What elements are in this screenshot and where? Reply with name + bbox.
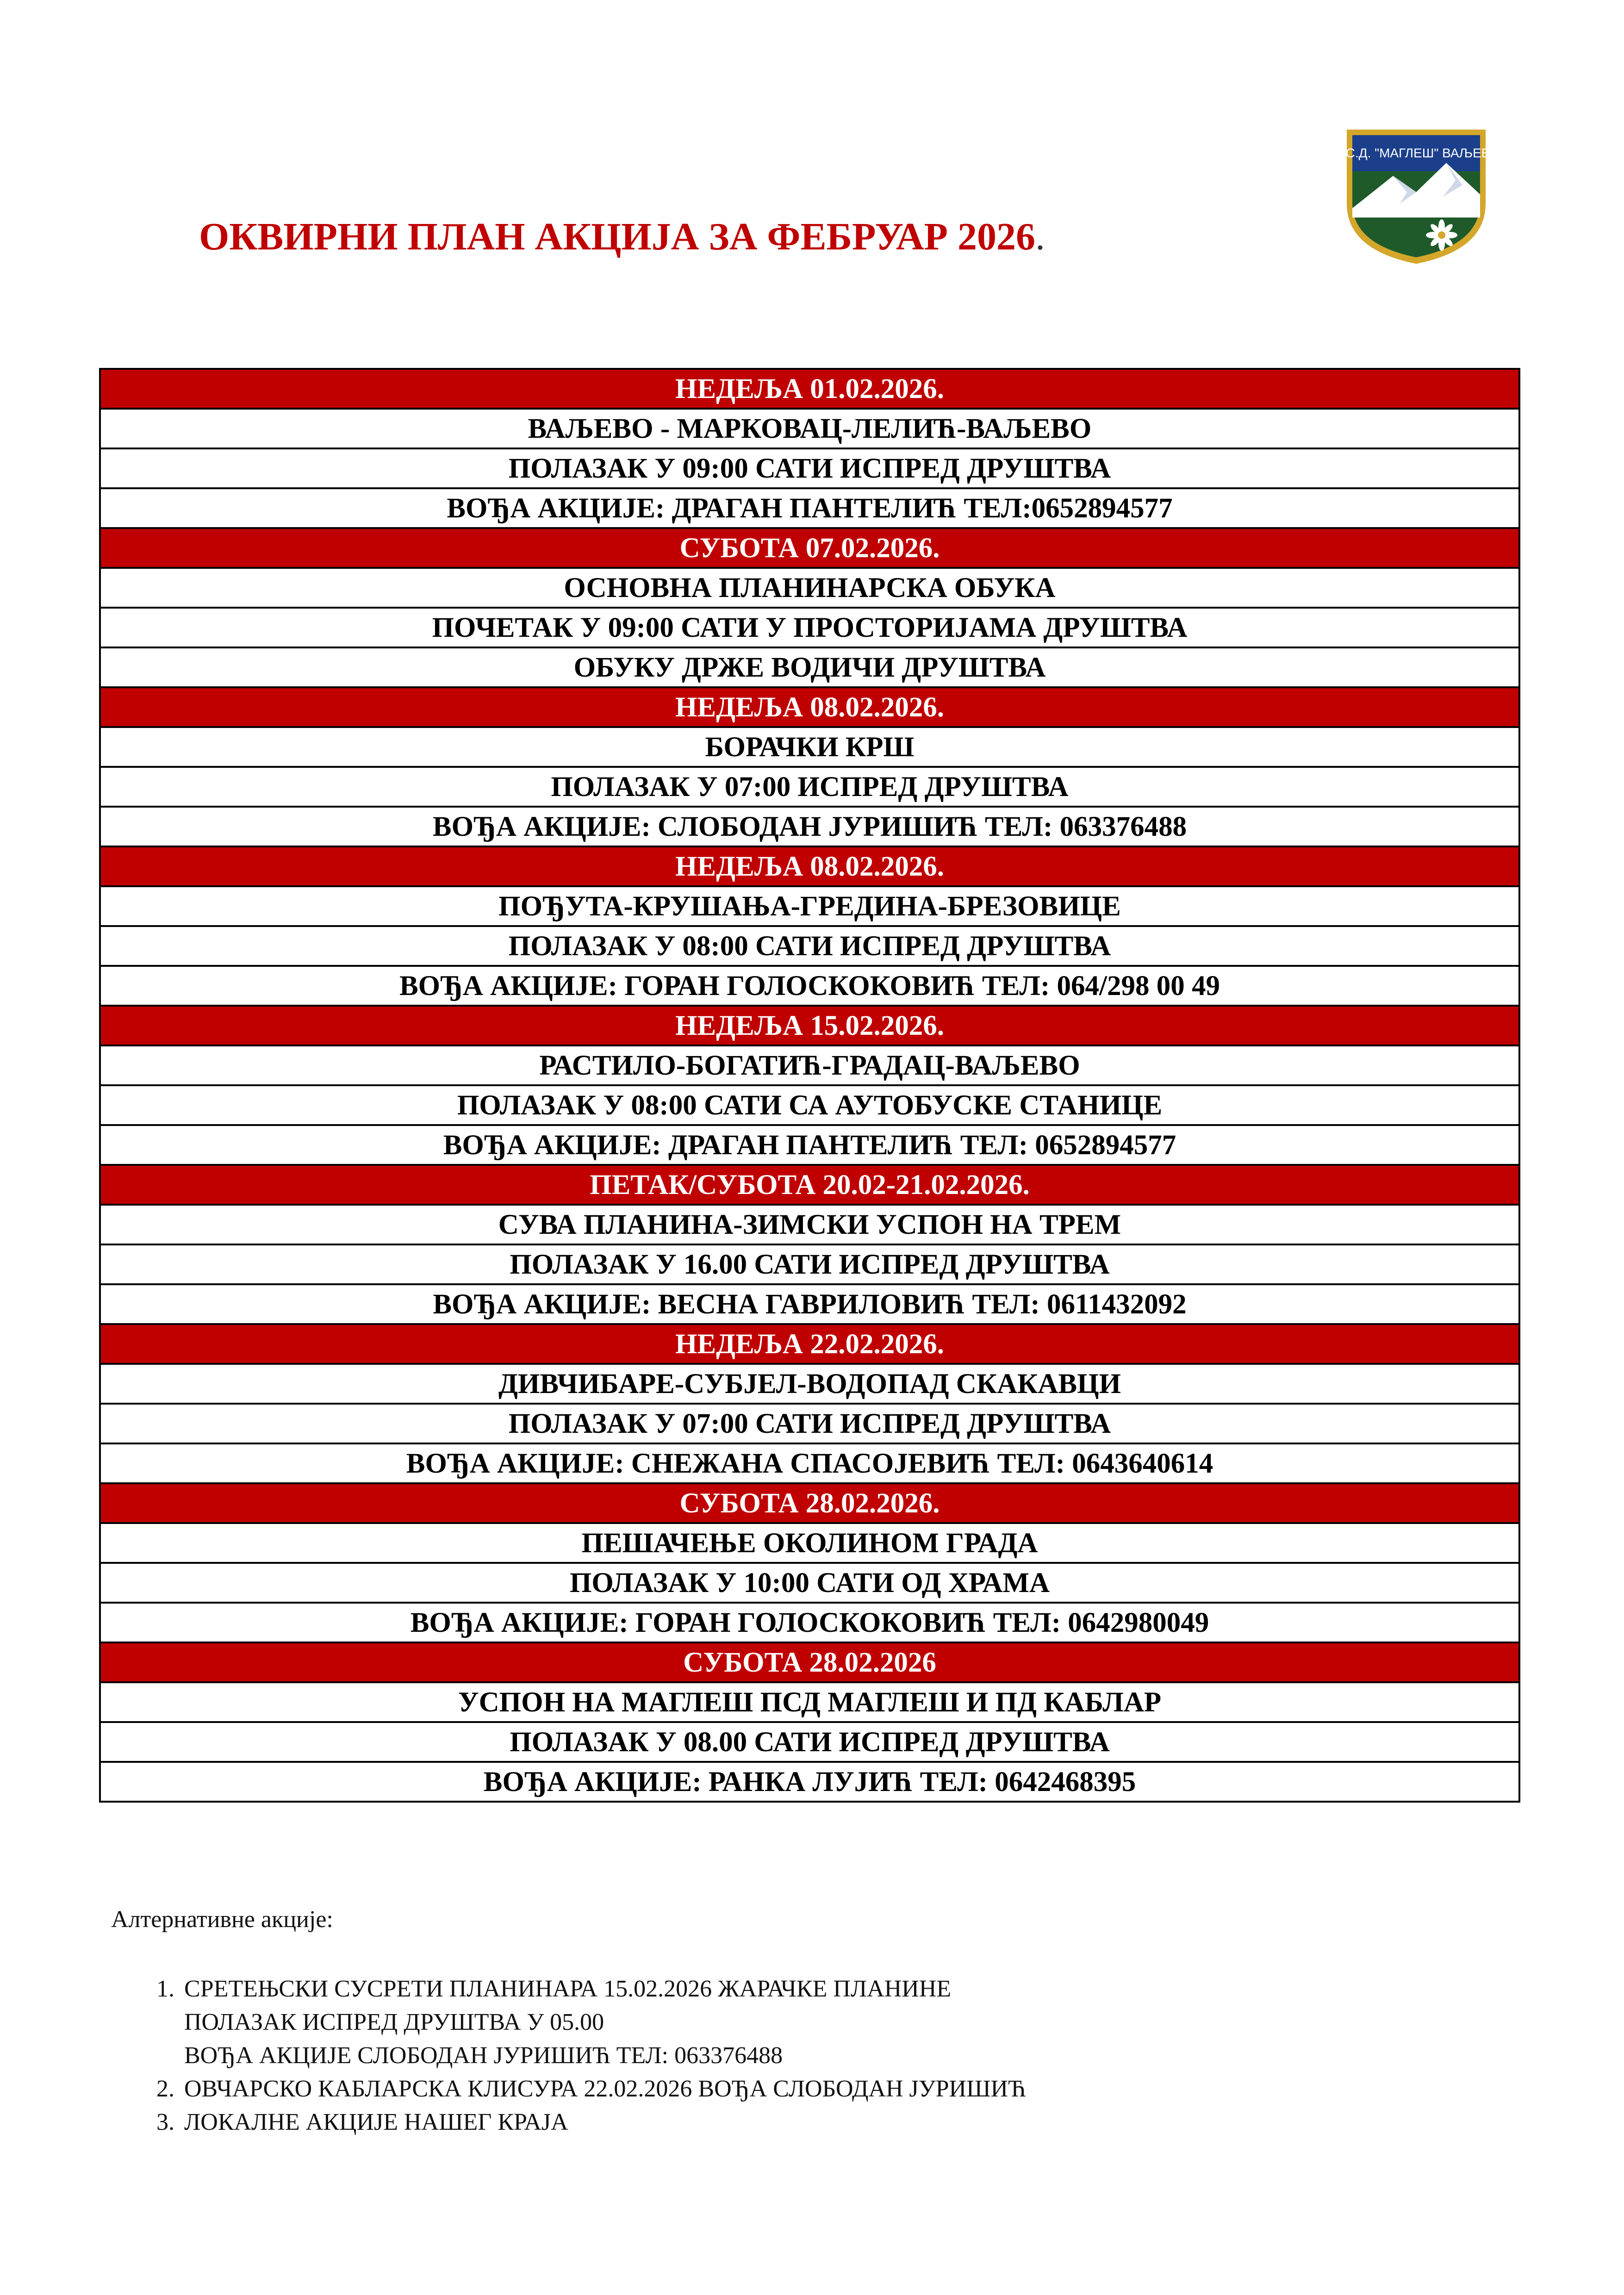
list-item xyxy=(180,2106,1026,2139)
event-departure-row xyxy=(100,767,1519,807)
event-departure-cell: ПОЧЕТАК У 09:00 САТИ У ПРОСТОРИЈАМА ДРУШТВА xyxy=(100,608,1519,647)
event-route-row xyxy=(100,727,1519,767)
event-leader-cell: ВОЂА АКЦИЈЕ: ГОРАН ГОЛОСКОКОВИЋ ТЕЛ: 064/298 00 49 xyxy=(100,966,1519,1006)
event-date-row xyxy=(100,846,1519,886)
list-item-line: 3. ЛОКАЛНЕ АКЦИЈЕ НАШЕГ КРАЈА xyxy=(184,2109,568,2135)
event-leader-cell: ВОЂА АКЦИЈЕ: ВЕСНА ГАВРИЛОВИЋ ТЕЛ: 0611432092 xyxy=(100,1284,1519,1324)
list-item-line: ПОЛАЗАК ИСПРЕД ДРУШТВА У 05.00 xyxy=(184,2009,604,2035)
event-route-cell: РАСТИЛО-БОГАТИЋ-ГРАДАЦ-ВАЉЕВО xyxy=(100,1045,1519,1085)
event-departure-cell: ПОЛАЗАК У 16.00 САТИ ИСПРЕД ДРУШТВА xyxy=(100,1244,1519,1284)
event-date-cell: НЕДЕЉА 08.02.2026. xyxy=(100,687,1519,727)
event-route-row xyxy=(100,886,1519,926)
club-logo-emblem xyxy=(1338,111,1495,268)
list-item-line: ВОЂА АКЦИЈЕ СЛОБОДАН ЈУРИШИЋ ТЕЛ: 063376488 xyxy=(184,2042,783,2069)
event-leader-cell: ОБУКУ ДРЖЕ ВОДИЧИ ДРУШТВА xyxy=(100,647,1519,687)
event-date-row xyxy=(100,528,1519,568)
event-date-row xyxy=(100,369,1519,409)
list-item-line: 2. ОВЧАРСКО КАБЛАРСКА КЛИСУРА 22.02.2026 ВОЂА СЛОБОДАН ЈУРИШИЋ xyxy=(184,2076,1026,2102)
event-date-row xyxy=(100,1006,1519,1045)
event-departure-cell: ПОЛАЗАК У 08.00 САТИ ИСПРЕД ДРУШТВА xyxy=(100,1722,1519,1762)
event-date-cell: СУБОТА 28.02.2026 xyxy=(100,1642,1519,1682)
event-date-row xyxy=(100,1642,1519,1682)
event-date-cell: СУБОТА 07.02.2026. xyxy=(100,528,1519,568)
event-departure-row xyxy=(100,926,1519,966)
event-route-row xyxy=(100,1523,1519,1563)
schedule-table xyxy=(99,368,1520,1803)
event-date-cell: НЕДЕЉА 01.02.2026. xyxy=(100,369,1519,409)
list-item xyxy=(180,1972,1026,2072)
event-leader-cell: ВОЂА АКЦИЈЕ: ГОРАН ГОЛОСКОКОВИЋ ТЕЛ: 0642980049 xyxy=(100,1603,1519,1642)
event-route-row xyxy=(100,1682,1519,1722)
event-departure-row xyxy=(100,1404,1519,1443)
event-leader-row xyxy=(100,1284,1519,1324)
event-route-cell: УСПОН НА МАГЛЕШ ПСД МАГЛЕШ И ПД КАБЛАР xyxy=(100,1682,1519,1722)
alternative-actions-list xyxy=(134,1972,1026,2139)
event-departure-cell: ПОЛАЗАК У 08:00 САТИ ИСПРЕД ДРУШТВА xyxy=(100,926,1519,966)
event-date-row xyxy=(100,1165,1519,1205)
event-route-row xyxy=(100,409,1519,448)
event-date-row xyxy=(100,1324,1519,1364)
alternative-actions-heading: Алтернативне акције: xyxy=(111,1906,333,1933)
event-route-cell: ПЕШАЧЕЊЕ ОКОЛИНОМ ГРАДА xyxy=(100,1523,1519,1563)
event-leader-row xyxy=(100,1443,1519,1483)
event-route-cell: ВАЉЕВО - МАРКОВАЦ-ЛЕЛИЋ-ВАЉЕВО xyxy=(100,409,1519,448)
event-route-row xyxy=(100,568,1519,608)
event-leader-cell: ВОЂА АКЦИЈЕ: РАНКА ЛУЈИЋ ТЕЛ: 0642468395 xyxy=(100,1762,1519,1802)
event-route-cell: СУВА ПЛАНИНА-ЗИМСКИ УСПОН НА ТРЕМ xyxy=(100,1205,1519,1244)
event-departure-row xyxy=(100,448,1519,488)
event-departure-cell: ПОЛАЗАК У 09:00 САТИ ИСПРЕД ДРУШТВА xyxy=(100,448,1519,488)
event-date-row xyxy=(100,1483,1519,1523)
event-route-cell: ДИВЧИБАРЕ-СУБЈЕЛ-ВОДОПАД СКАКАВЦИ xyxy=(100,1364,1519,1404)
event-departure-row xyxy=(100,1563,1519,1603)
logo-text: П.С.Д. "МАГЛЕШ" ВАЉЕВО xyxy=(1338,146,1495,160)
event-leader-row xyxy=(100,966,1519,1006)
list-item xyxy=(180,2072,1026,2106)
event-leader-cell: ВОЂА АКЦИЈЕ: ДРАГАН ПАНТЕЛИЋ ТЕЛ: 0652894577 xyxy=(100,1125,1519,1165)
event-route-row xyxy=(100,1364,1519,1404)
event-leader-cell: ВОЂА АКЦИЈЕ: ДРАГАН ПАНТЕЛИЋ ТЕЛ:0652894577 xyxy=(100,488,1519,528)
event-departure-cell: ПОЛАЗАК У 07:00 САТИ ИСПРЕД ДРУШТВА xyxy=(100,1404,1519,1443)
event-leader-row xyxy=(100,1603,1519,1642)
event-departure-row xyxy=(100,1244,1519,1284)
event-date-row xyxy=(100,687,1519,727)
schedule-table-body xyxy=(100,369,1519,1802)
event-route-cell: ОСНОВНА ПЛАНИНАРСКА ОБУКА xyxy=(100,568,1519,608)
page-title-text: ОКВИРНИ ПЛАН АКЦИЈА ЗА ФЕБРУАР 2026 xyxy=(199,215,1035,258)
event-leader-row xyxy=(100,807,1519,846)
event-departure-row xyxy=(100,1722,1519,1762)
event-date-cell: СУБОТА 28.02.2026. xyxy=(100,1483,1519,1523)
event-leader-row xyxy=(100,1125,1519,1165)
event-date-cell: ПЕТАК/СУБОТА 20.02-21.02.2026. xyxy=(100,1165,1519,1205)
event-route-cell: ПОЂУТА-КРУШАЊА-ГРЕДИНА-БРЕЗОВИЦЕ xyxy=(100,886,1519,926)
event-leader-row xyxy=(100,647,1519,687)
club-logo xyxy=(1338,111,1495,268)
event-route-row xyxy=(100,1045,1519,1085)
event-leader-cell: ВОЂА АКЦИЈЕ: СЛОБОДАН ЈУРИШИЋ ТЕЛ: 063376488 xyxy=(100,807,1519,846)
event-date-cell: НЕДЕЉА 08.02.2026. xyxy=(100,846,1519,886)
event-date-cell: НЕДЕЉА 22.02.2026. xyxy=(100,1324,1519,1364)
event-route-row xyxy=(100,1205,1519,1244)
event-departure-cell: ПОЛАЗАК У 08:00 САТИ СА АУТОБУСКЕ СТАНИЦЕ xyxy=(100,1085,1519,1125)
page-title-dot: . xyxy=(1035,215,1045,258)
event-date-cell: НЕДЕЉА 15.02.2026. xyxy=(100,1006,1519,1045)
event-leader-row xyxy=(100,488,1519,528)
event-leader-cell: ВОЂА АКЦИЈЕ: СНЕЖАНА СПАСОЈЕВИЋ ТЕЛ: 0643640614 xyxy=(100,1443,1519,1483)
event-leader-row xyxy=(100,1762,1519,1802)
event-departure-row xyxy=(100,1085,1519,1125)
event-departure-cell: ПОЛАЗАК У 10:00 САТИ ОД ХРАМА xyxy=(100,1563,1519,1603)
page-title xyxy=(199,214,1045,261)
event-route-cell: БОРАЧКИ КРШ xyxy=(100,727,1519,767)
event-departure-row xyxy=(100,608,1519,647)
list-item-line: 1. СРЕТЕЊСКИ СУСРЕТИ ПЛАНИНАРА 15.02.2026 ЖАРАЧКЕ ПЛАНИНЕ xyxy=(184,1976,952,2002)
event-departure-cell: ПОЛАЗАК У 07:00 ИСПРЕД ДРУШТВА xyxy=(100,767,1519,807)
